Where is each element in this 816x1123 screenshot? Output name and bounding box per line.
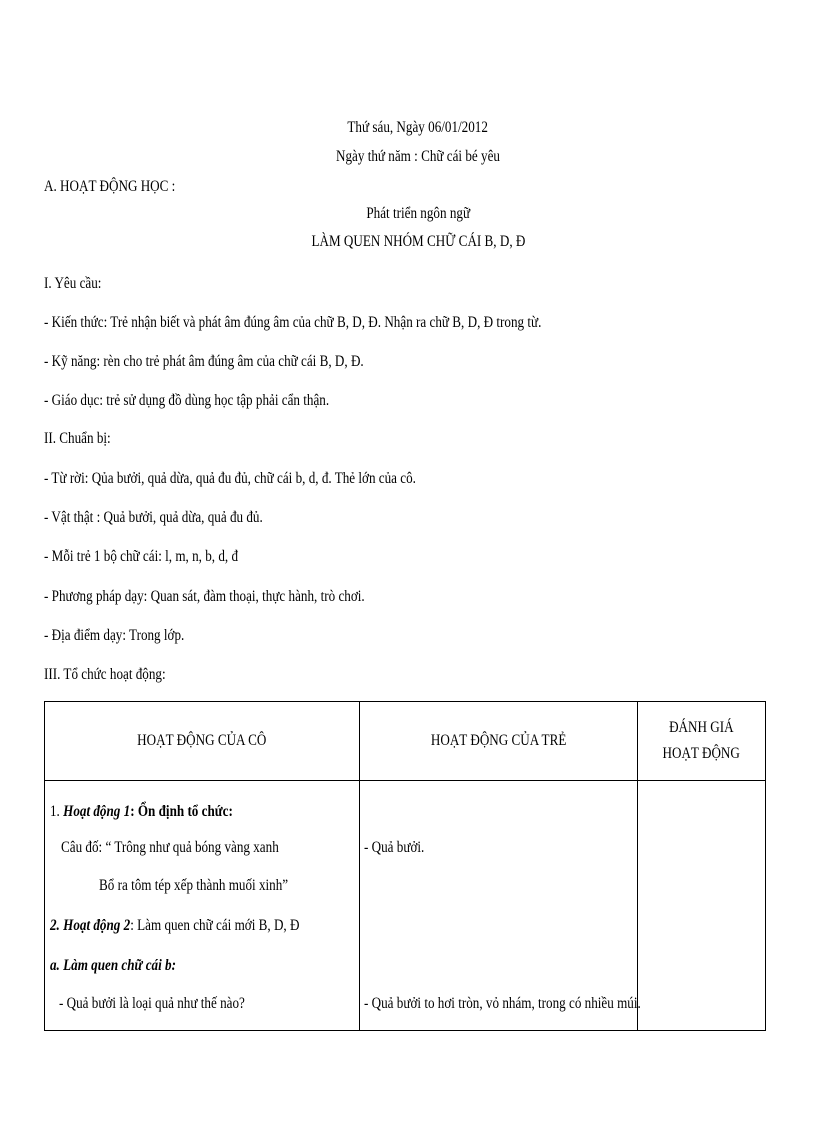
header-teacher-activity: HOẠT ĐỘNG CỦA CÔ (45, 702, 360, 781)
children-answer-2: - Quả bưởi to hơi tròn, vỏ nhám, trong có nhiều múi. (364, 995, 641, 1012)
activity-2-line: 2. Hoạt động 2: Làm quen chữ cái mới B, D, Đ (50, 917, 300, 934)
riddle-line-1: Câu đố: “ Trông như quả bóng vàng xanh (61, 839, 279, 856)
requirement-knowledge: - Kiến thức: Trẻ nhận biết và phát âm đúng âm của chữ B, D, Đ. Nhận ra chữ B, D, Đ trong từ. (44, 314, 542, 331)
header-evaluation: ĐÁNH GIÁ HOẠT ĐỘNG (638, 702, 766, 781)
teacher-activity-cell (45, 781, 360, 1031)
activity-table (44, 701, 766, 1031)
preparation-item: - Phương pháp dạy: Quan sát, đàm thoại, thực hành, trò chơi. (44, 588, 365, 605)
requirement-education: - Giáo dục: trẻ sử dụng đồ dùng học tập phải cẩn thận. (44, 392, 330, 409)
evaluation-cell (638, 781, 766, 1031)
table-row (45, 781, 766, 1031)
children-activity-cell (360, 781, 641, 1031)
table-header-row (45, 702, 766, 781)
section-2-heading: II. Chuẩn bị: (44, 430, 111, 447)
header-date: Thứ sáu, Ngày 06/01/2012 (347, 119, 489, 136)
children-answer-1: - Quả bưởi. (364, 839, 425, 856)
activity-1-line: 1. Hoạt động 1: Ổn định tổ chức: (50, 803, 233, 820)
riddle-line-2: Bổ ra tôm tép xếp thành muối xinh” (99, 877, 289, 894)
preparation-item: - Địa điểm dạy: Trong lớp. (44, 627, 185, 644)
section-a-heading: A. HOẠT ĐỘNG HỌC : (44, 178, 176, 195)
header-theme: Ngày thứ năm : Chữ cái bé yêu (336, 148, 500, 165)
header-children-activity: HOẠT ĐỘNG CỦA TRẺ (360, 702, 638, 781)
subject-title: Phát triển ngôn ngữ (366, 205, 470, 222)
lesson-title: LÀM QUEN NHÓM CHỮ CÁI B, D, Đ (311, 233, 525, 250)
preparation-item: - Mỗi trẻ 1 bộ chữ cái: l, m, n, b, d, đ (44, 548, 239, 565)
sub-activity-a: a. Làm quen chữ cái b: (50, 957, 176, 974)
requirement-skill: - Kỹ năng: rèn cho trẻ phát âm đúng âm của chữ cái B, D, Đ. (44, 353, 364, 370)
preparation-item: - Từ rời: Qủa bưởi, quả dừa, quả đu đủ, chữ cái b, d, đ. Thẻ lớn của cô. (44, 470, 416, 487)
section-1-heading: I. Yêu cầu: (44, 275, 102, 292)
teacher-question: - Quả bưởi là loại quả như thế nào? (59, 995, 245, 1012)
preparation-item: - Vật thật : Quả bưởi, quả dừa, quả đu đủ. (44, 509, 263, 526)
section-3-heading: III. Tổ chức hoạt động: (44, 666, 166, 683)
